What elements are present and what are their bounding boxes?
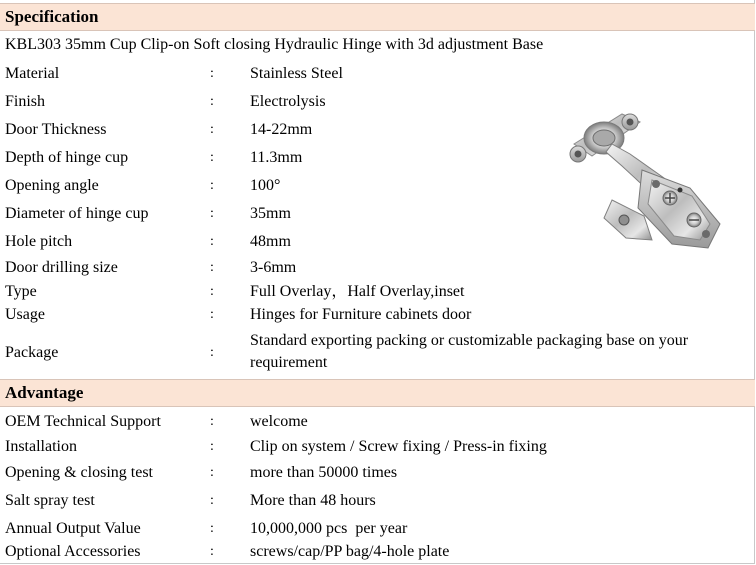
row-colon: : xyxy=(210,521,214,536)
row-value: Hinges for Furniture cabinets door xyxy=(250,306,472,323)
row-label: Depth of hinge cup xyxy=(5,149,129,166)
row-colon: : xyxy=(210,206,214,221)
hinge-product-icon xyxy=(552,100,742,260)
row-colon: : xyxy=(210,439,214,454)
hinge-product-icon xyxy=(552,100,742,260)
row-colon: : xyxy=(210,122,214,137)
spec-row-type xyxy=(0,280,755,304)
row-colon: : xyxy=(210,260,214,275)
row-value: Clip on system / Screw fixing / Press-in fixing xyxy=(250,438,547,455)
row-colon: : xyxy=(210,465,214,480)
row-value: 14-22mm xyxy=(250,121,313,138)
row-value: Electrolysis xyxy=(250,93,326,110)
row-colon: : xyxy=(210,94,214,109)
row-label: Annual Output Value xyxy=(5,520,141,537)
adv-row-opening-test xyxy=(0,461,755,485)
row-colon: : xyxy=(210,414,214,429)
row-value: 100° xyxy=(250,177,281,194)
row-colon: : xyxy=(210,493,214,508)
row-label: Salt spray test xyxy=(5,492,95,509)
row-colon: : xyxy=(210,66,214,81)
row-label: Finish xyxy=(5,93,46,110)
row-label: OEM Technical Support xyxy=(5,413,161,430)
adv-row-salt-spray xyxy=(0,489,755,513)
spec-row-package xyxy=(0,330,755,376)
row-value: welcome xyxy=(250,413,308,430)
spec-row-material xyxy=(0,62,755,86)
row-value: more than 50000 times xyxy=(250,464,398,481)
row-value: 35mm xyxy=(250,205,291,222)
row-label: Diameter of hinge cup xyxy=(5,205,149,222)
row-label: Door Thickness xyxy=(5,121,107,138)
row-label: Installation xyxy=(5,438,77,455)
row-colon: : xyxy=(210,544,214,559)
row-label: Type xyxy=(5,283,37,300)
advantage-header: Advantage xyxy=(0,379,755,407)
row-colon: : xyxy=(210,150,214,165)
row-value: More than 48 hours xyxy=(250,492,376,509)
row-value: 11.3mm xyxy=(250,149,303,166)
row-label: Opening angle xyxy=(5,177,99,194)
row-label: Door drilling size xyxy=(5,259,118,276)
row-value: Stainless Steel xyxy=(250,65,343,82)
row-label: Package xyxy=(5,344,59,361)
adv-row-annual-output xyxy=(0,517,755,541)
row-colon: : xyxy=(210,178,214,193)
row-colon: : xyxy=(210,345,214,360)
row-label: Opening & closing test xyxy=(5,464,153,481)
row-label: Material xyxy=(5,65,60,82)
product-title: KBL303 35mm Cup Clip-on Soft closing Hydraulic Hinge with 3d adjustment Base xyxy=(5,36,544,53)
row-value: screws/cap/PP bag/4-hole plate xyxy=(250,543,450,560)
adv-row-installation xyxy=(0,435,755,459)
row-value: Full Overlay，Half Overlay,inset xyxy=(250,283,465,300)
row-label: Hole pitch xyxy=(5,233,73,250)
row-label: Optional Accessories xyxy=(5,543,141,560)
row-value: 3-6mm xyxy=(250,259,297,276)
specification-header: Specification xyxy=(0,3,755,31)
row-label: Usage xyxy=(5,306,45,323)
row-colon: : xyxy=(210,234,214,249)
row-value: 10,000,000 pcs per year xyxy=(250,520,408,537)
adv-row-accessories xyxy=(0,541,755,563)
row-value: Standard exporting packing or customizable packaging base on your requirement xyxy=(250,332,689,371)
row-value: 48mm xyxy=(250,233,291,250)
row-colon: : xyxy=(210,307,214,322)
spec-row-usage xyxy=(0,303,755,327)
row-colon: : xyxy=(210,284,214,299)
adv-row-oem-support xyxy=(0,410,755,434)
